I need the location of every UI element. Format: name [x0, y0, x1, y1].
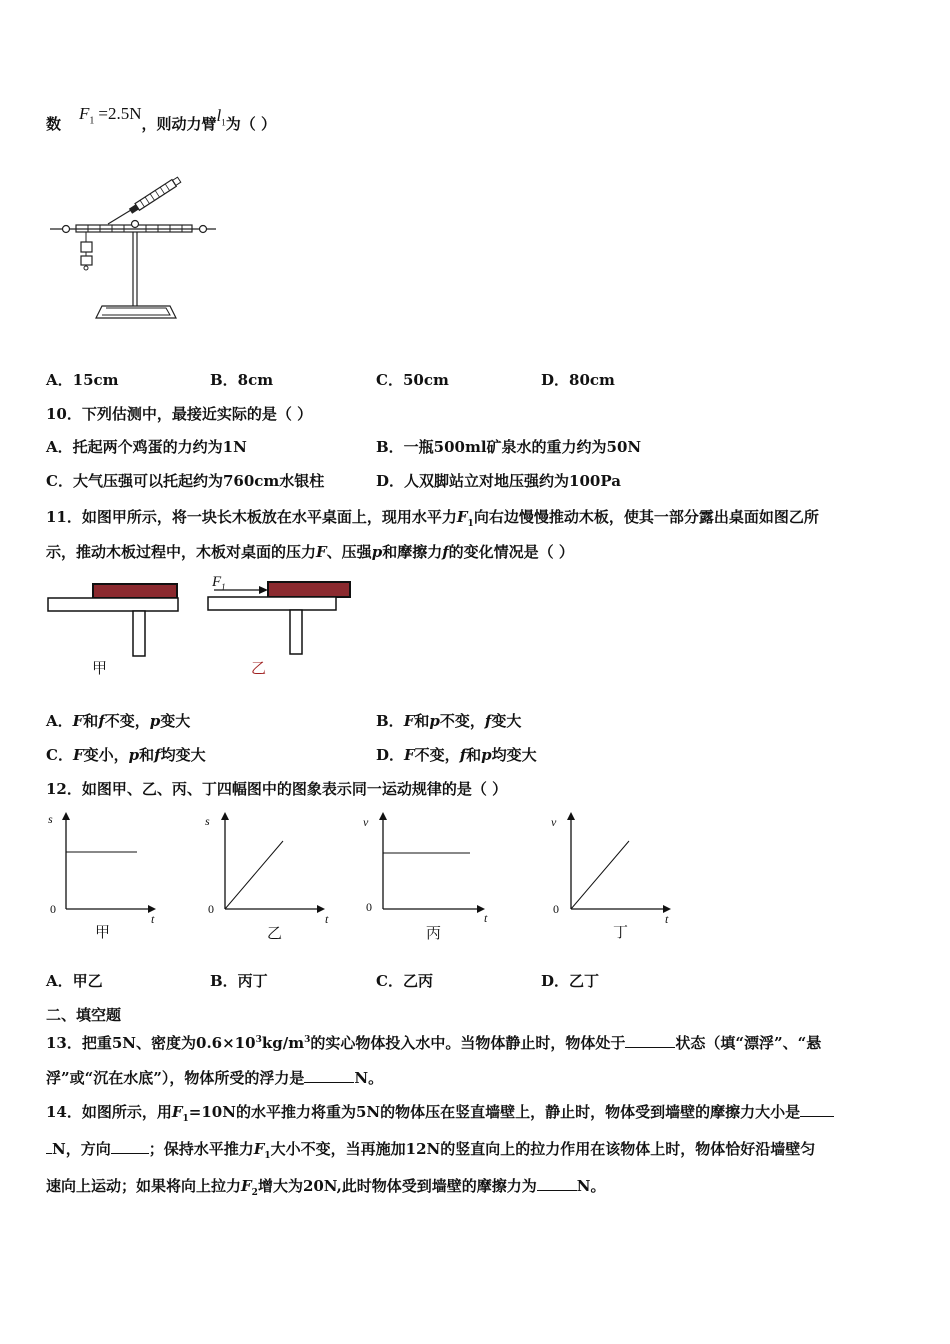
q10-option-c: C．大气压强可以托起约为760cm水银柱 — [46, 472, 325, 490]
q11-stem-line2: 示，推动木板过程中，木板对桌面的压力F、压强p和摩擦力f的变化情况是（ ） — [46, 543, 574, 561]
q12-bing-xlabel: t — [484, 911, 488, 925]
q10-option-d: D．人双脚站立对地压强约为100Pa — [376, 472, 621, 490]
q13-line1: 13．把重5N、密度为$0.6\times 10^3kg/m^3$的实心物体投入水中。当物体静止时，物体处于 状态（填“漂浮”、“悬 — [46, 1034, 822, 1052]
q12-jia-origin: 0 — [50, 902, 56, 916]
q11-option-b: B．F和p不变，f变大 — [376, 712, 522, 730]
q11-option-c: C．F变小，p和f均变大 — [46, 746, 206, 764]
q12-yi-ylabel: s — [205, 814, 210, 828]
q12-yi-xlabel: t — [325, 912, 329, 926]
q11-option-d: D．F不变，f和p均变大 — [376, 746, 537, 764]
q14-blank-direction[interactable] — [111, 1139, 149, 1154]
q9-option-c: C．50cm — [376, 371, 449, 389]
q11-stem-line1: 11．如图甲所示，将一块长木板放在水平桌面上，现用水平力$F_1$向右边慢慢推动木板，使其一部分露出桌面如图乙所 — [46, 508, 819, 529]
q12-jia-ylabel: s — [48, 812, 53, 826]
q11-option-a: A．F和f不变，p变大 — [46, 712, 191, 730]
q14-line2: N，方向 ；保持水平推力$F_1$大小不变，当再施加12N的竖直向上的拉力作用在该物体上时，物体恰好沿墙壁匀 — [46, 1139, 815, 1166]
q13-blank-buoyancy[interactable] — [304, 1068, 354, 1083]
q11-label-yi: 乙 — [251, 659, 267, 677]
q11-figure-jia — [46, 580, 186, 660]
q12-jia-label: 甲 — [95, 923, 111, 941]
q12-graph-ding — [569, 812, 679, 917]
q12-bing-ylabel: v — [363, 815, 369, 829]
q12-option-a: A．甲乙 — [46, 972, 103, 990]
section-title-fill-in: 二、填空题 — [46, 1006, 122, 1024]
q14-blank-friction-a[interactable] — [800, 1102, 834, 1117]
lever-figure — [46, 178, 226, 328]
q12-graph-yi — [223, 812, 333, 917]
q12-yi-origin: 0 — [208, 902, 214, 916]
q12-ding-origin: 0 — [553, 902, 559, 916]
q12-bing-origin: 0 — [366, 900, 372, 914]
q14-blank-friction-c[interactable] — [537, 1176, 577, 1191]
q13-line2: 浮”或“沉在水底”），物体所受的浮力是 N。 — [46, 1069, 384, 1087]
q9-option-b: B．8cm — [210, 371, 274, 389]
q9-option-a: A．15cm — [46, 371, 119, 389]
q11-force-label: $F_1$ — [212, 574, 226, 592]
q12-ding-label: 丁 — [613, 923, 629, 941]
q10-option-b: B．一瓶500ml矿泉水的重力约为50N — [376, 438, 642, 456]
q12-option-b: B．丙丁 — [210, 972, 268, 990]
q12-jia-xlabel: t — [151, 912, 155, 926]
q12-bing-label: 丙 — [426, 924, 442, 942]
q12-option-d: D．乙丁 — [541, 972, 600, 990]
q11-figure-yi — [206, 575, 356, 660]
q12-graph-bing — [381, 812, 491, 917]
q12-option-c: C．乙丙 — [376, 972, 433, 990]
q14-line1: 14．如图所示，用$F_1=10N$的水平推力将重为5N的物体压在竖直墙壁上，静止时，物体受到墙壁的摩擦力大小是 — [46, 1102, 834, 1129]
q9-option-d: D．80cm — [541, 371, 615, 389]
q14-line3: 速向上运动；如果将向上拉力$F_2$增大为20N,此时物体受到墙壁的摩擦力为 N。 — [46, 1177, 606, 1198]
q12-graph-jia — [64, 812, 164, 917]
q12-stem: 12．如图甲、乙、丙、丁四幅图中的图象表示同一运动规律的是（ ） — [46, 780, 508, 798]
q10-option-a: A．托起两个鸡蛋的力约为1N — [46, 438, 247, 456]
q11-label-jia: 甲 — [92, 659, 108, 677]
q10-stem: 10．下列估测中，最接近实际的是（ ） — [46, 405, 313, 423]
q13-blank-state[interactable] — [625, 1033, 675, 1048]
q12-yi-label: 乙 — [267, 924, 283, 942]
q12-ding-ylabel: v — [551, 815, 557, 829]
q12-ding-xlabel: t — [665, 912, 669, 926]
q9-stem: 数$F_1 =2.5N$，则动力臂$l_1$为（ ） — [46, 104, 277, 133]
